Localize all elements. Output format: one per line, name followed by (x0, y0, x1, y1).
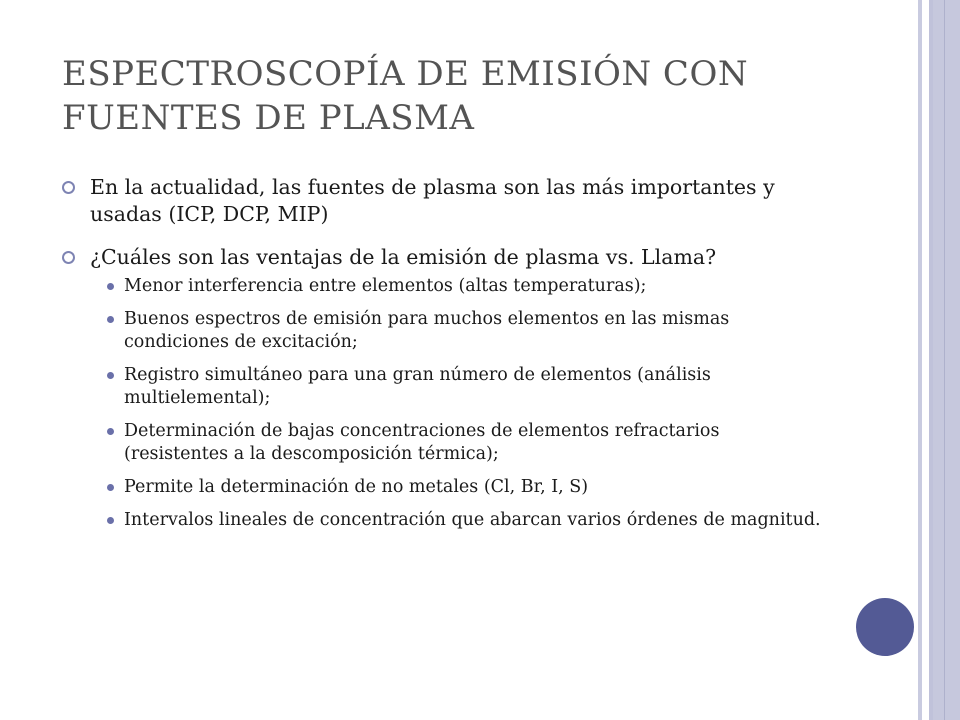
sub-bullet-item (62, 275, 822, 298)
sub-bullet-text: Permite la determinación de no metales (Cl, Br, I, S) (124, 477, 589, 497)
sub-bullet-list (62, 275, 822, 532)
sub-bullet-item (62, 364, 822, 410)
sub-bullet-item (62, 420, 822, 466)
dot-bullet-icon (107, 484, 114, 491)
bullet-text: ¿Cuáles son las ventajas de la emisión de plasma vs. Llama? (90, 245, 717, 269)
sub-bullet-text: Intervalos lineales de concentración que abarcan varios órdenes de magnitud. (124, 510, 821, 530)
sub-bullet-text: Registro simultáneo para una gran número de elementos (análisis multielemental); (124, 365, 711, 408)
border-gap (922, 0, 929, 720)
decorative-circle (856, 598, 914, 656)
sub-bullet-text: Determinación de bajas concentraciones de elementos refractarios (resistentes a la descomposición térmica); (124, 421, 720, 464)
sub-bullet-item (62, 509, 822, 532)
border-line (944, 0, 945, 720)
ring-bullet-icon (62, 251, 75, 264)
sub-bullet-item (62, 476, 822, 499)
ring-bullet-icon (62, 181, 75, 194)
sub-bullet-text: Buenos espectros de emisión para muchos elementos en las mismas condiciones de excitación; (124, 309, 730, 352)
dot-bullet-icon (107, 517, 114, 524)
dot-bullet-icon (107, 283, 114, 290)
sub-bullet-text: Menor interferencia entre elementos (altas temperaturas); (124, 276, 647, 296)
dot-bullet-icon (107, 428, 114, 435)
slide-title: ESPECTROSCOPÍA DE EMISIÓN CON FUENTES DE PLASMA (62, 54, 749, 138)
dot-bullet-icon (107, 372, 114, 379)
bullet-item (62, 244, 822, 532)
sub-bullet-item (62, 308, 822, 354)
slide-content (62, 174, 822, 548)
bullet-text: En la actualidad, las fuentes de plasma son las más importantes y usadas (ICP, DCP, MIP) (90, 175, 775, 226)
bullet-item (62, 174, 822, 228)
border-band (933, 0, 960, 720)
dot-bullet-icon (107, 316, 114, 323)
